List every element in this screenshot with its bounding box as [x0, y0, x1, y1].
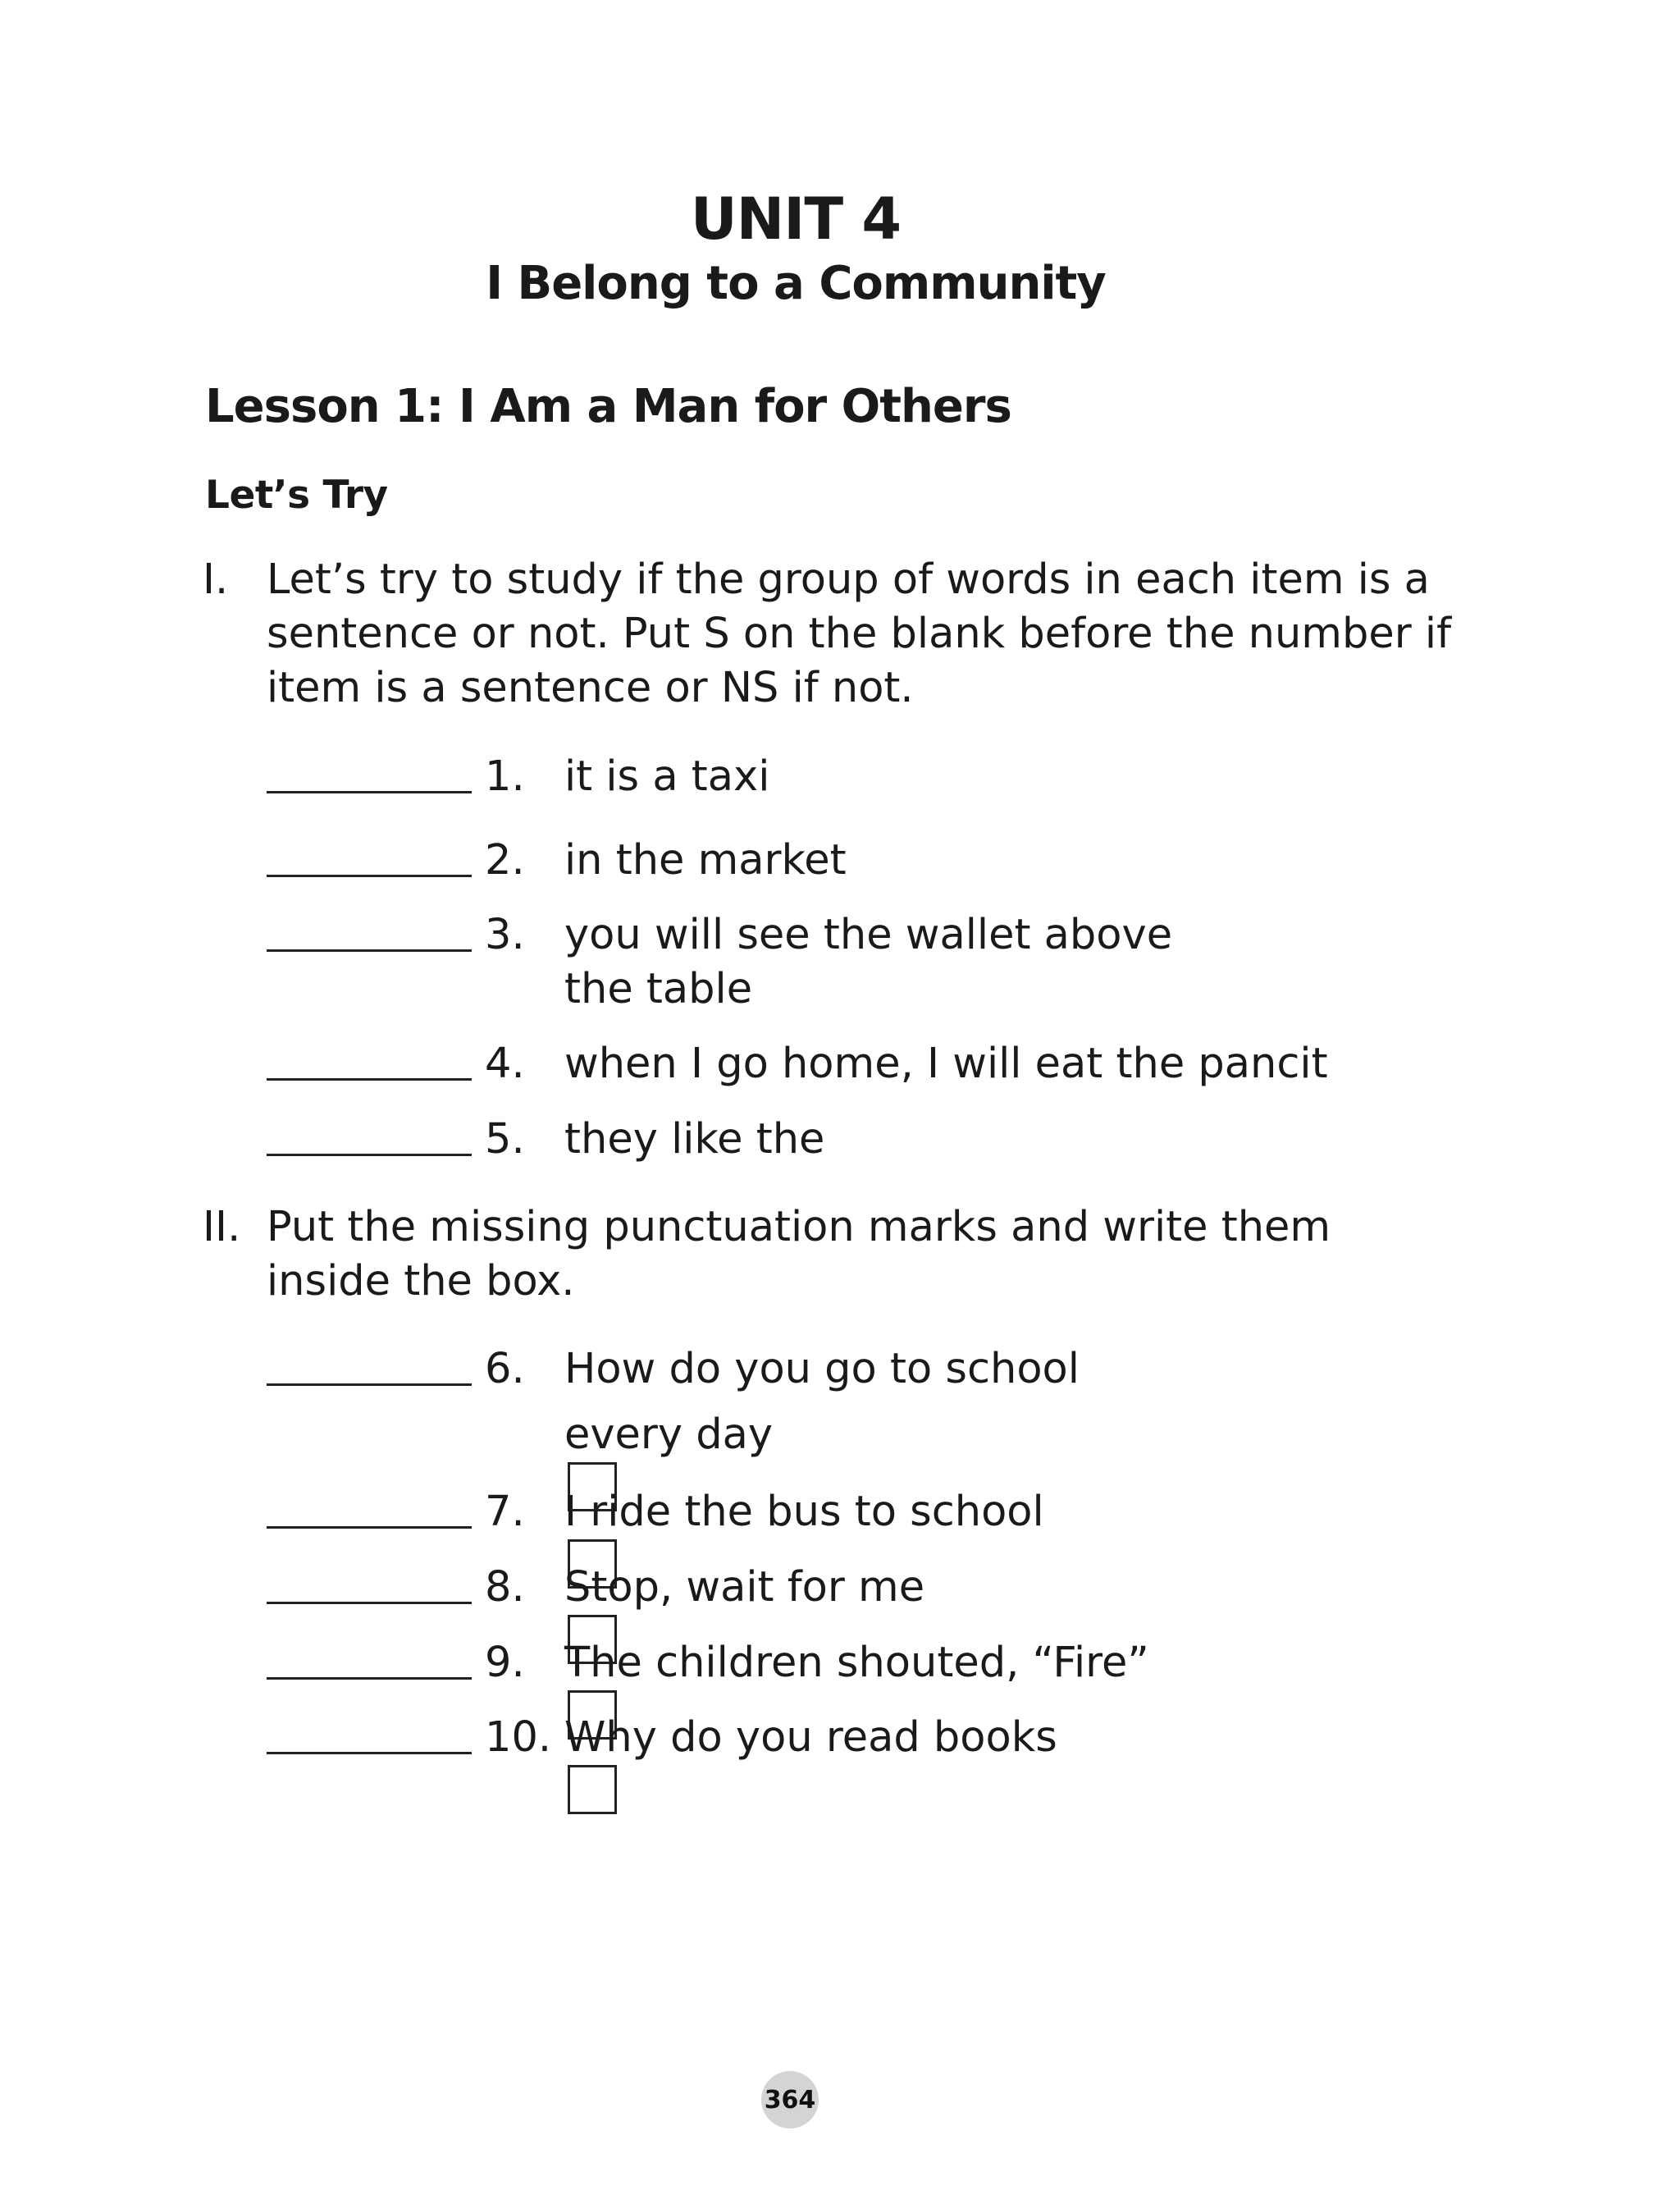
answer-blank[interactable]	[267, 875, 472, 877]
unit-subtitle: I Belong to a Community	[486, 257, 1106, 310]
answer-blank[interactable]	[267, 1752, 472, 1754]
item-number: 10.	[485, 1713, 552, 1762]
item-number: 7.	[485, 1488, 525, 1536]
section-1-instructions: Let’s try to study if the group of words in each item is a sentence or not. Put S on the blank before the number if item is a sentence or NS if not.	[267, 556, 1452, 712]
item-text: in the market	[564, 836, 847, 885]
section-2-numeral: II.	[203, 1203, 241, 1251]
lets-try-heading: Let’s Try	[205, 473, 388, 518]
item-text: it is a taxi	[564, 752, 770, 801]
item-text: they like the	[564, 1115, 825, 1164]
lesson-title: Lesson 1: I Am a Man for Others	[205, 380, 1011, 433]
answer-blank[interactable]	[267, 791, 472, 793]
section-1-numeral: I.	[203, 556, 229, 604]
answer-blank[interactable]	[267, 1078, 472, 1081]
item-text: I ride the bus to school	[564, 1485, 1044, 1589]
item-number: 3.	[485, 911, 525, 959]
item-number: 1.	[485, 752, 525, 801]
unit-title: UNIT 4	[690, 185, 902, 253]
punctuation-box[interactable]	[568, 1765, 617, 1814]
item-number: 2.	[485, 836, 525, 885]
item-text: when I go home, I will eat the pancit	[564, 1040, 1328, 1088]
item-text: you will see the wallet above the table	[564, 911, 1173, 1013]
answer-blank[interactable]	[267, 949, 472, 952]
item-number: 9.	[485, 1639, 525, 1687]
item-number: 4.	[485, 1040, 525, 1088]
answer-blank[interactable]	[267, 1154, 472, 1156]
section-2-instructions: Put the missing punctuation marks and write them inside the box.	[267, 1203, 1331, 1305]
item-number: 5.	[485, 1115, 525, 1164]
answer-blank[interactable]	[267, 1526, 472, 1529]
item-text: How do you go to school every day	[564, 1342, 1080, 1511]
answer-blank[interactable]	[267, 1602, 472, 1604]
item-text: Why do you read books	[564, 1711, 1057, 1814]
item-text: The children shouted, “Fire”	[564, 1636, 1149, 1740]
answer-blank[interactable]	[267, 1383, 472, 1386]
item-number: 8.	[485, 1563, 525, 1612]
page-number-badge: 364	[761, 2071, 819, 2128]
answer-blank[interactable]	[267, 1677, 472, 1680]
item-number: 6.	[485, 1345, 525, 1393]
item-text: Stop, wait for me	[564, 1561, 924, 1664]
